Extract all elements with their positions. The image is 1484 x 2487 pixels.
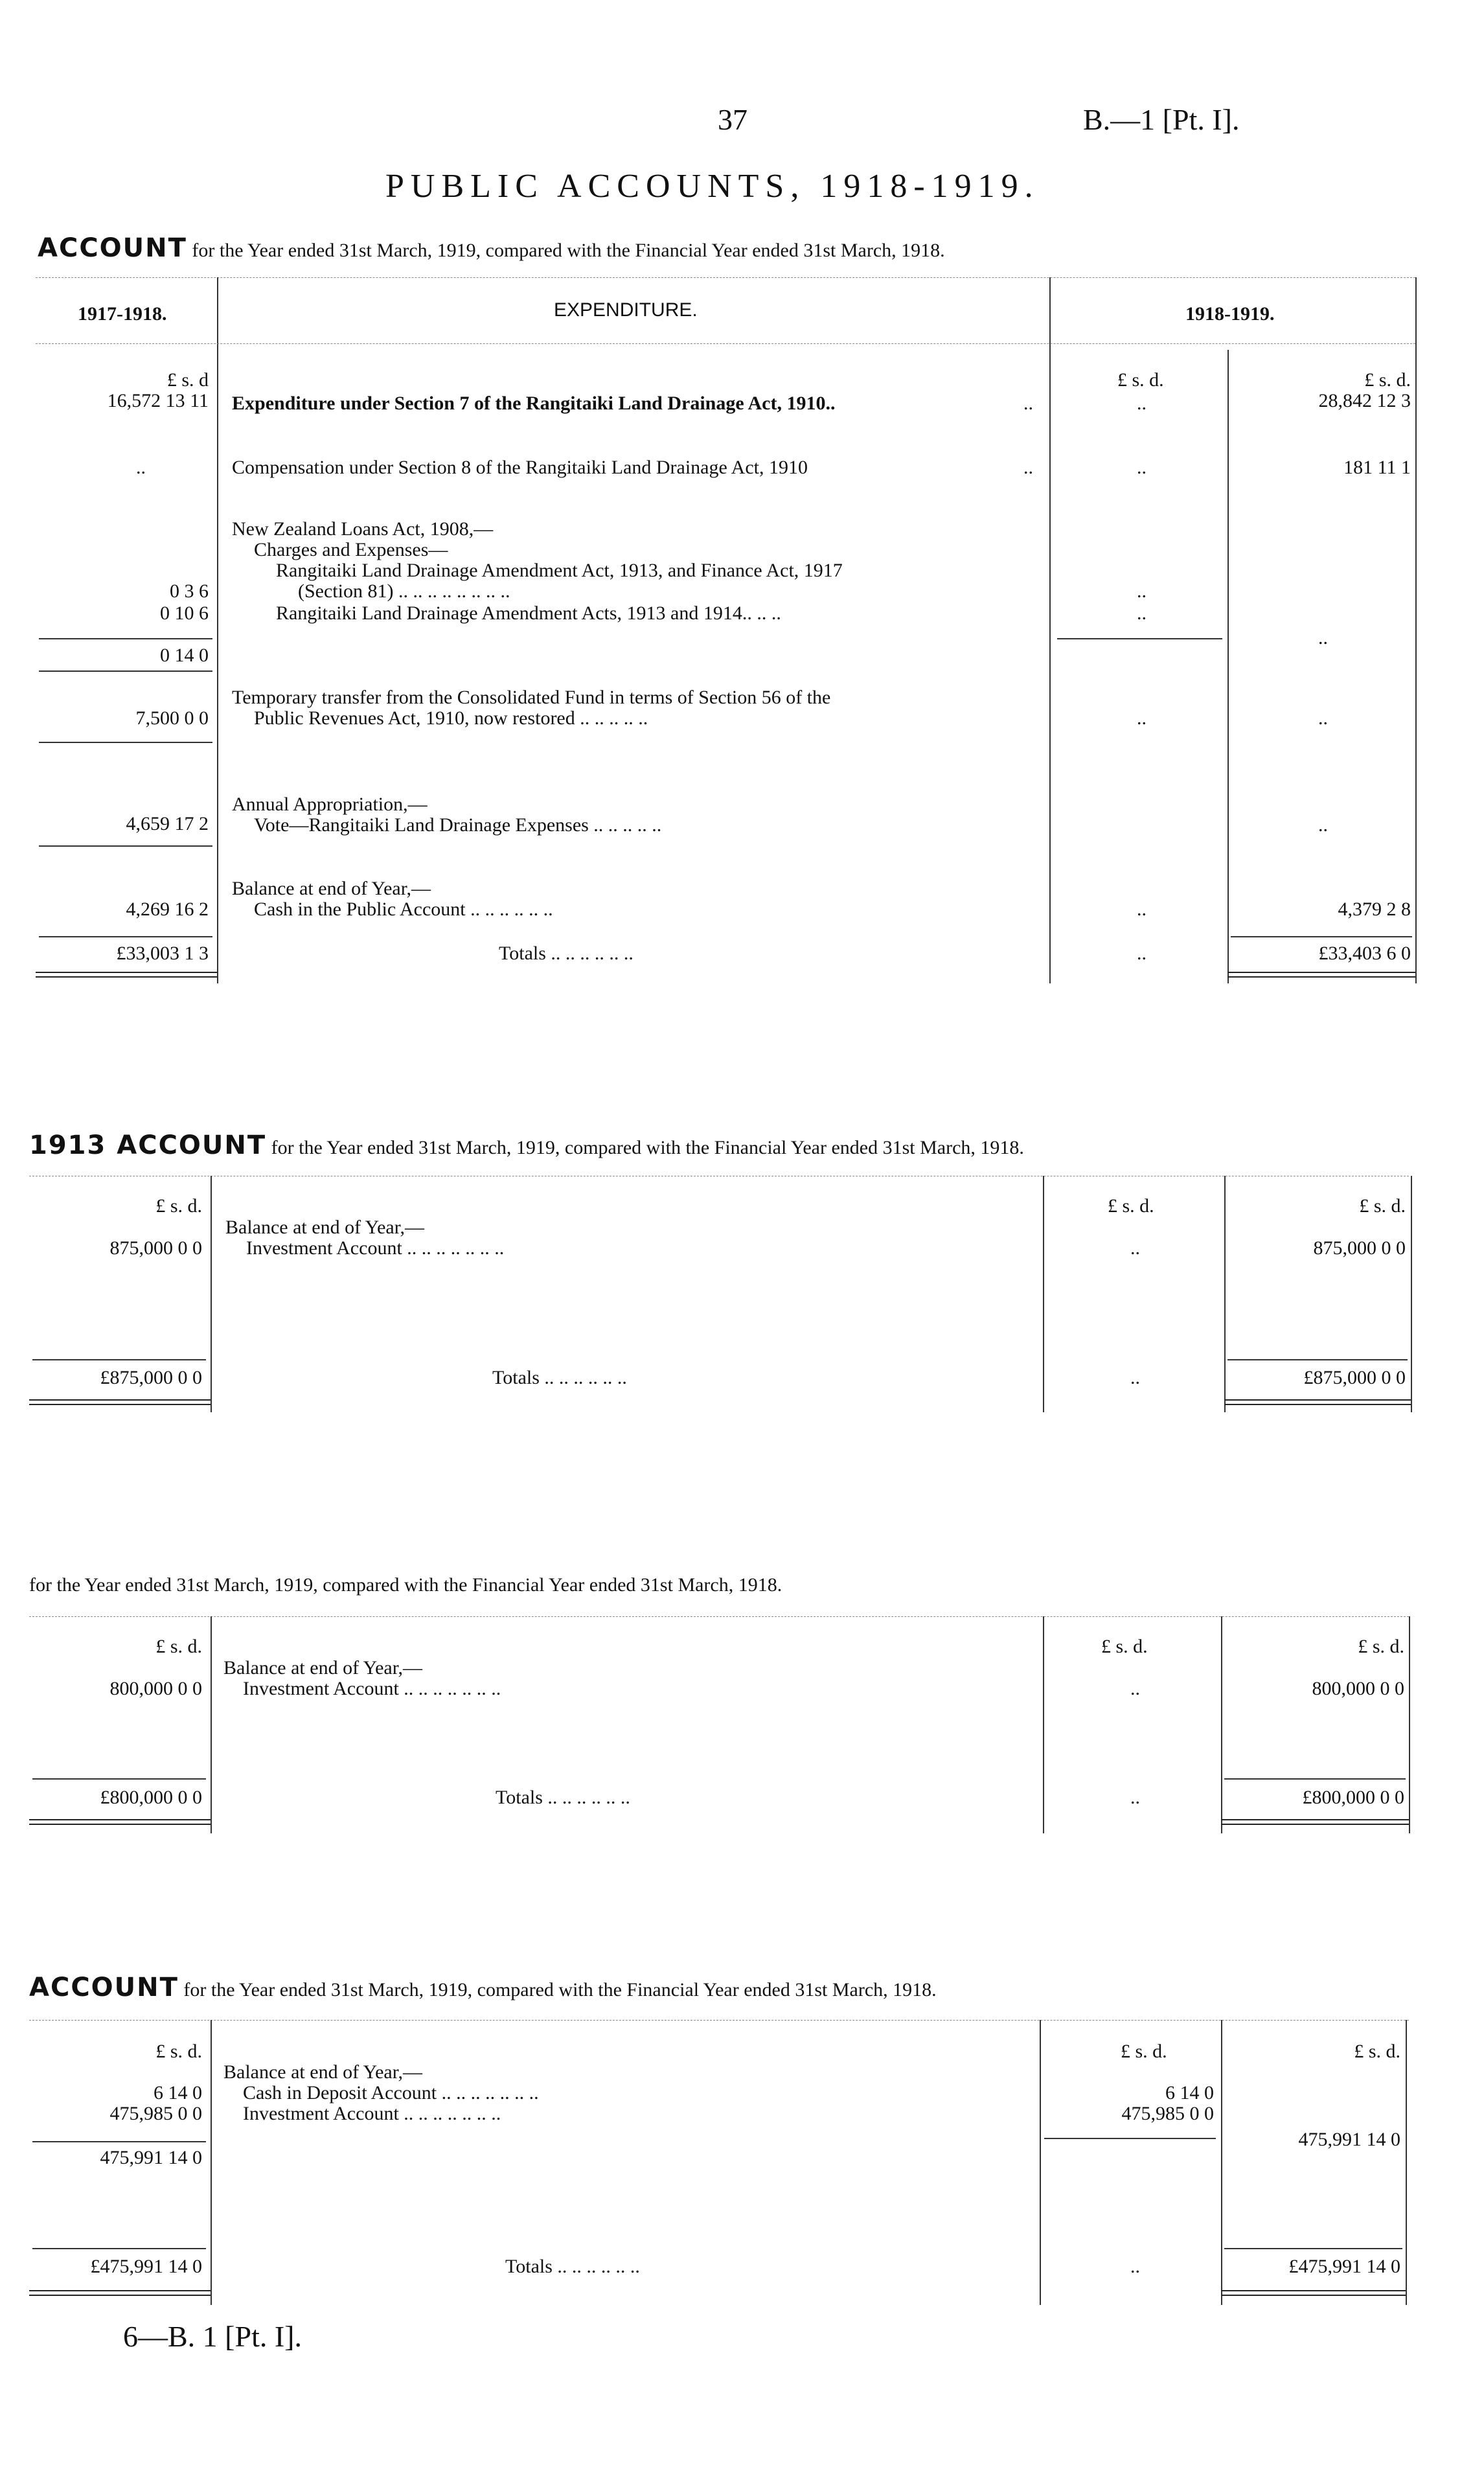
s3-units-prev: £ s. d. [155,1636,202,1657]
s1-row2-cur: 181 11 1 [1343,457,1411,478]
page-title: PUBLIC ACCOUNTS, 1918-1919. [385,168,1040,205]
s4-total-prev: £475,991 14 0 [90,2256,202,2277]
section4-heading-text: for the Year ended 31st March, 1919, compared with the Financial Year ended 31st March, 1918. [183,1979,937,2000]
s4-row1-mid: 6 14 0 [1165,2082,1214,2103]
section2-heading-bold: 1913 ACCOUNT [29,1130,267,1160]
s1-row3-prev-b: 0 10 6 [160,602,209,624]
s3-total-prev: £800,000 0 0 [100,1787,202,1808]
s2-row1-cur: 875,000 0 0 [1313,1237,1406,1259]
s1-units-cur: £ s. d. [1364,369,1411,391]
s3-units-cur: £ s. d. [1358,1636,1404,1657]
s2-units-cur: £ s. d. [1359,1195,1406,1217]
s1-row1-mid: .. [1137,393,1147,414]
s2-units-mid: £ s. d. [1108,1195,1154,1217]
s1-row4-line1: Temporary transfer from the Consolidated Fund in terms of Section 56 of the [232,687,831,708]
s1-row3-cur: .. [1318,627,1328,648]
section1-heading [38,233,945,263]
s4-row1-cur: 475,991 14 0 [1298,2129,1400,2150]
s1-row4-prev: 7,500 0 0 [135,707,209,729]
s3-row1-prev: 800,000 0 0 [109,1678,202,1699]
s1-row6-line2: Cash in the Public Account .. .. .. .. .. .. [254,899,553,920]
s4-row2-desc: Investment Account .. .. .. .. .. .. .. [243,2103,501,2124]
s1-col-header-1918-1919: 1918-1919. [1185,303,1275,325]
s1-row3-line2: Charges and Expenses— [254,539,448,560]
s1-units-mid: £ s. d. [1117,369,1164,391]
s2-total-mid: .. [1130,1367,1140,1388]
s1-row1-desc: Expenditure under Section 7 of the Rangitaiki Land Drainage Act, 1910.. [232,393,836,414]
s2-row1-line2: Investment Account .. .. .. .. .. .. .. [246,1237,505,1259]
section3-heading [29,1574,782,1596]
s2-row1-line1: Balance at end of Year,— [225,1217,425,1238]
footer-signature: 6—B. 1 [Pt. I]. [123,2320,302,2353]
section1-heading-text: for the Year ended 31st March, 1919, compared with the Financial Year ended 31st March, 1918. [192,240,945,261]
s1-row6-line1: Balance at end of Year,— [232,878,431,899]
document-reference: B.—1 [Pt. I]. [1083,103,1240,136]
s3-totals-label: Totals .. .. .. .. .. .. [496,1787,630,1808]
s2-row1-prev: 875,000 0 0 [109,1237,202,1259]
section2-heading [29,1130,1024,1160]
section1-heading-bold: ACCOUNT [38,233,187,263]
s4-row1-line2: Cash in Deposit Account .. .. .. .. .. .. .. [243,2082,539,2103]
s4-row2-mid: 475,985 0 0 [1121,2103,1214,2124]
s1-row2-desc: Compensation under Section 8 of the Rangitaiki Land Drainage Act, 1910 [232,457,808,478]
s1-row3-line3: Rangitaiki Land Drainage Amendment Act, 1913, and Finance Act, 1917 [276,560,843,581]
s4-row1-line1: Balance at end of Year,— [223,2061,423,2083]
s1-row5-line1: Annual Appropriation,— [232,794,428,815]
s1-row5-cur: .. [1318,814,1328,836]
s4-total-mid: .. [1130,2256,1140,2277]
s3-row1-mid: .. [1130,1678,1140,1699]
s1-row6-mid: .. [1137,899,1147,920]
s1-row3-subtotal: 0 14 0 [160,645,209,666]
s1-total-prev: £33,003 1 3 [116,943,209,964]
s3-units-mid: £ s. d. [1101,1636,1148,1657]
section2-heading-text: for the Year ended 31st March, 1919, compared with the Financial Year ended 31st March, 1918. [271,1137,1024,1158]
s1-row3-line1: New Zealand Loans Act, 1908,— [232,518,494,540]
s1-row3-prev-a: 0 3 6 [170,580,209,602]
s1-row5-line2: Vote—Rangitaiki Land Drainage Expenses .. .. .. .. .. [254,814,662,836]
s1-col-header-expenditure: EXPENDITURE. [554,299,698,321]
section3-heading-text: for the Year ended 31st March, 1919, compared with the Financial Year ended 31st March, 1918. [29,1574,782,1596]
page-number: 37 [718,103,748,136]
s1-row4-mid: .. [1137,707,1147,729]
s1-col-header-1917-1918: 1917-1918. [78,303,167,325]
s1-row5-prev: 4,659 17 2 [126,813,209,834]
s4-units-prev: £ s. d. [155,2041,202,2062]
s4-totals-label: Totals .. .. .. .. .. .. [505,2256,640,2277]
s1-row4-line2: Public Revenues Act, 1910, now restored .. .. .. .. .. [254,707,648,729]
s2-totals-label: Totals .. .. .. .. .. .. [492,1367,627,1388]
s1-row6-prev: 4,269 16 2 [126,899,209,920]
s2-total-prev: £875,000 0 0 [100,1367,202,1388]
section4-heading [29,1973,937,2002]
s1-row3-line4: (Section 81) .. .. .. .. .. .. .. .. [298,580,510,602]
s1-units-prev: £ s. d [166,369,209,391]
section4-heading-bold: ACCOUNT [29,1973,179,2002]
s1-totals-label: Totals .. .. .. .. .. .. [499,943,634,964]
s3-row1-line2: Investment Account .. .. .. .. .. .. .. [243,1678,501,1699]
s1-row2-mid: .. [1137,457,1147,478]
s1-row2-prev: .. [136,457,146,478]
s1-row4-cur: .. [1318,707,1328,729]
s4-row1-prev: 6 14 0 [154,2082,202,2103]
s1-row3-mid-b: .. [1137,602,1147,624]
s1-row3-mid-a: .. [1137,580,1147,602]
s4-units-mid: £ s. d. [1121,2041,1167,2062]
s2-total-cur: £875,000 0 0 [1303,1367,1406,1388]
s2-row1-mid: .. [1130,1237,1140,1259]
s2-units-prev: £ s. d. [155,1195,202,1217]
s4-row2-prev: 475,985 0 0 [109,2103,202,2124]
s1-row3-line5: Rangitaiki Land Drainage Amendment Acts, 1913 and 1914.. .. .. [276,602,781,624]
s3-row1-line1: Balance at end of Year,— [223,1657,423,1679]
s1-row2-dots: .. [1023,457,1033,478]
s3-total-cur: £800,000 0 0 [1302,1787,1404,1808]
s1-row1-prev: 16,572 13 11 [107,390,209,411]
s3-total-mid: .. [1130,1787,1140,1808]
s1-total-cur: £33,403 6 0 [1318,943,1411,964]
s4-subtotal-prev: 475,991 14 0 [100,2147,202,2168]
s1-row1-dots: .. [1023,393,1033,414]
s3-row1-cur: 800,000 0 0 [1312,1678,1404,1699]
s4-total-cur: £475,991 14 0 [1288,2256,1400,2277]
s1-row6-cur: 4,379 2 8 [1338,899,1411,920]
s1-total-mid: .. [1137,943,1147,964]
s4-units-cur: £ s. d. [1354,2041,1400,2062]
s1-row1-cur: 28,842 12 3 [1318,390,1411,411]
